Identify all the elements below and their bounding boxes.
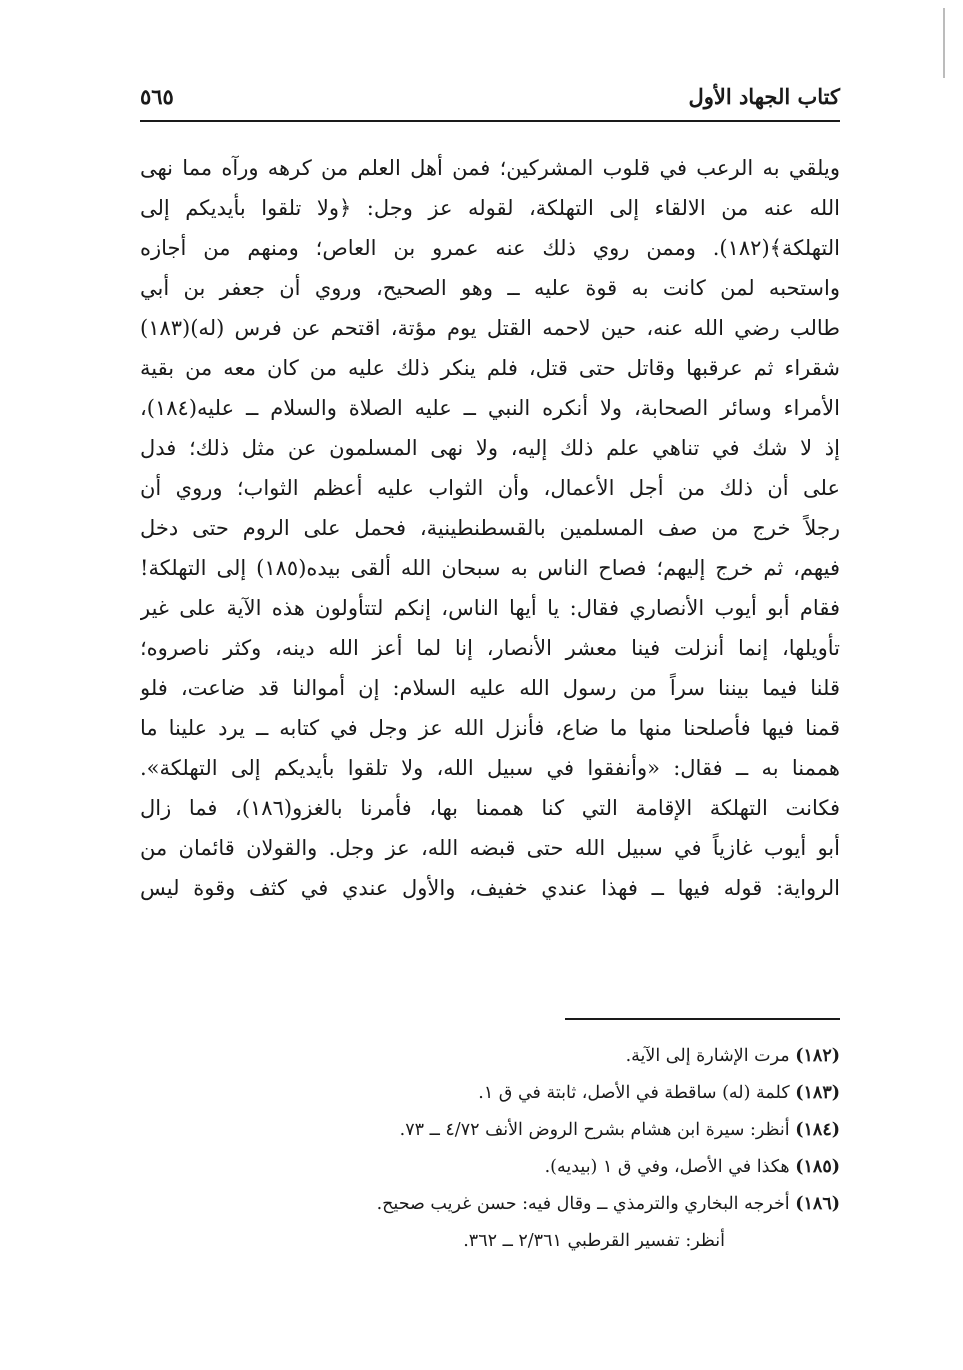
- footnote: [140, 1038, 840, 1075]
- body-line: أبو أيوب غازياً في سبيل الله حتى قبضه الله، عز وجل. والقولان قائمان من: [140, 836, 840, 860]
- footnote-separator: [565, 1018, 840, 1020]
- footnote: [140, 1149, 840, 1186]
- footnote-continuation: أنظر: تفسير القرطبي ٢/٣٦١ ــ ٣٦٢.: [463, 1231, 725, 1251]
- footnote-number: (١٨٤): [795, 1120, 840, 1140]
- body-line: الرواية: قوله فيها ــ فهذا عندي خفيف، والأول عندي في كثف وقوة ليس: [140, 876, 840, 900]
- body-line: طالب رضي الله عنه، حين لاحمه القتل يوم مؤتة، اقتحم عن فرس (له)(١٨٣): [140, 316, 840, 340]
- header-rule: [140, 120, 840, 122]
- body-line: فقام أبو أيوب الأنصاري فقال: يا أيها الناس، إنكم لتتأولون هذه الآية على غير: [140, 596, 840, 620]
- body-text: [140, 148, 840, 908]
- footnote-text: هكذا في الأصل، وفي ق ١ (بيديه).: [544, 1157, 790, 1177]
- scan-margin-mark: [943, 8, 945, 78]
- footnote: [140, 1075, 840, 1112]
- footnote-number: (١٨٦): [795, 1194, 840, 1214]
- footnotes: [140, 1038, 840, 1260]
- body-line: رجلاً خرج من صف المسلمين بالقسطنطينية، فحمل على الروم حتى دخل: [140, 516, 840, 540]
- footnote: [140, 1112, 840, 1149]
- page-number: ٥٦٥: [140, 84, 174, 109]
- body-line: شقراء ثم عرقبها وقاتل حتى قتل، فلم ينكر ذلك عليه من كان معه من بقية: [140, 356, 840, 380]
- footnote-text: مرت الإشارة إلى الآية.: [625, 1046, 790, 1066]
- body-line: الله عنه من الالقاء إلى التهلكة، لقوله عز وجل: ﴿ولا تلقوا بأيديكم إلى: [140, 196, 840, 220]
- footnote-number: (١٨٥): [795, 1157, 840, 1177]
- body-line: هممنا به ــ فقال: «وأنفقوا في سبيل الله، ولا تلقوا بأيديكم إلى التهلكة».: [140, 756, 840, 780]
- body-line: التهلكة﴾(١٨٢). وممن روي ذلك عنه عمرو بن العاص؛ ومنهم من أجازه: [140, 236, 840, 260]
- body-line: قمنا فيها فأصلحنا منها ما ضاع، فأنزل الله عز وجل في كتابه ــ يرد علينا ما: [140, 716, 840, 740]
- footnote-text: أخرجه البخاري والترمذي ــ وقال فيه: حسن غريب صحيح.: [376, 1194, 790, 1214]
- body-line: على أن ذلك من أجل الأعمال، وأن الثواب عليه أعظم الثواب؛ وروي أن: [140, 476, 840, 500]
- page-header: [140, 80, 840, 120]
- body-line: ويلقي به الرعب في قلوب المشركين؛ فمن أهل العلم من كرهه ورآه مما نهى: [140, 156, 840, 180]
- body-line: واستحبه لمن كانت به قوة عليه ــ وهو الصحيح، وروي أن جعفر بن أبي: [140, 276, 840, 300]
- footnote: [140, 1186, 840, 1223]
- footnote-text: كلمة (له) ساقطة في الأصل، ثابتة في ق ١.: [478, 1083, 790, 1103]
- footnote-text: أنظر: سيرة ابن هشام بشرح الروض الأنف ٤/٧٢ ــ ٧٣.: [399, 1120, 790, 1140]
- body-line: قلنا فيما بيننا سراً من رسول الله عليه السلام: إن أموالنا قد ضاعت، فلو: [140, 676, 840, 700]
- footnote-number: (١٨٢): [795, 1046, 840, 1066]
- body-line: إذ لا شك في تناهي علم ذلك إليه، ولا نهى المسلمون عن مثل ذلك؛ فدل: [140, 436, 840, 460]
- body-line: تأويلها، إنما أنزلت فينا معشر الأنصار، إنا لما أعز الله دينه، وكثر ناصروه؛: [140, 636, 840, 660]
- running-title: كتاب الجهاد الأول: [688, 84, 840, 109]
- body-line: فيهم، ثم خرج إليهم؛ فصاح الناس به سبحان الله ألقى بيده(١٨٥) إلى التهلكة!: [140, 556, 840, 580]
- body-line: فكانت التهلكة الإقامة التي كنا هممنا بها، فأمرنا بالغزو(١٨٦)، فما زال: [140, 796, 840, 820]
- body-line: الأمراء وسائر الصحابة، ولا أنكره النبي ــ عليه الصلاة والسلام ــ عليه(١٨٤)،: [140, 396, 840, 420]
- footnote-number: (١٨٣): [795, 1083, 840, 1103]
